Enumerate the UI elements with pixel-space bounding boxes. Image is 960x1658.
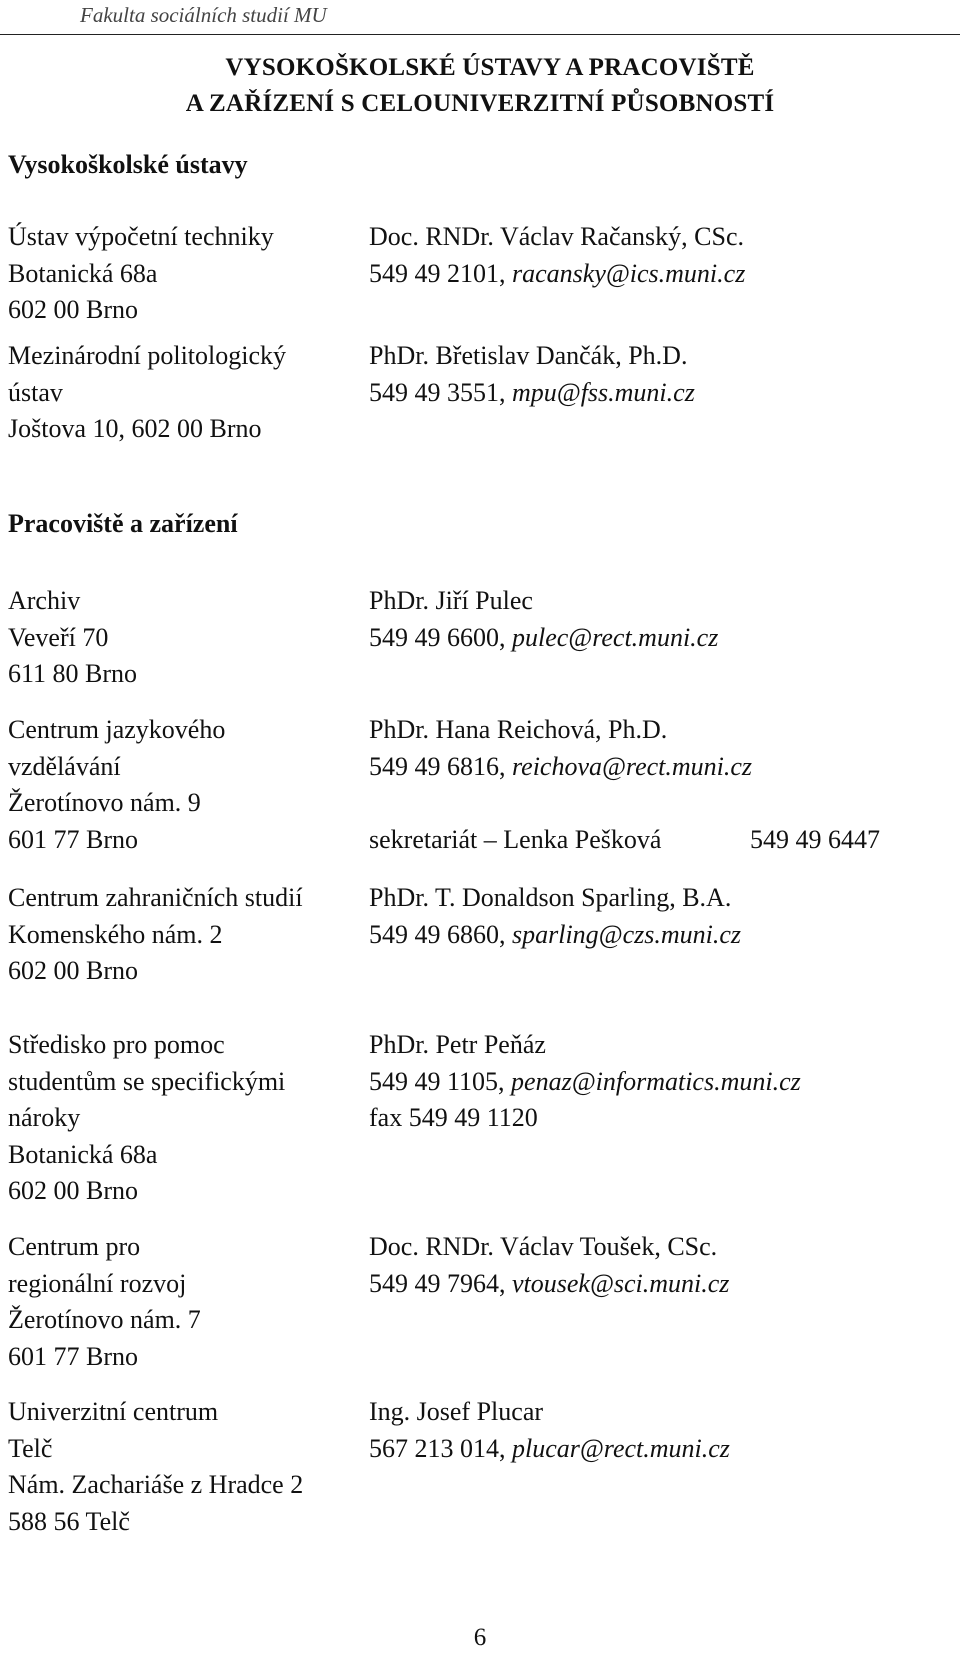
email-link[interactable]: vtousek@sci.muni.cz <box>512 1268 730 1298</box>
address-line: Joštova 10, 602 00 Brno <box>8 414 262 443</box>
address-line: 602 00 Brno <box>8 956 138 985</box>
phone: 549 49 3551, <box>369 377 512 407</box>
contact-phone-email <box>369 1431 730 1468</box>
page-number: 6 <box>473 1624 487 1651</box>
address-line: Žerotínovo nám. 7 <box>8 1305 201 1334</box>
address-line: Nám. Zachariáše z Hradce 2 <box>8 1470 304 1499</box>
contact-phone-email <box>369 749 752 786</box>
address-line: Žerotínovo nám. 9 <box>8 788 201 817</box>
entry-address <box>8 1229 201 1375</box>
section-heading-pracoviste: Pracoviště a zařízení <box>8 509 238 538</box>
address-line: 588 56 Telč <box>8 1506 130 1536</box>
contact-phone-email <box>369 1064 801 1101</box>
entry-contact <box>369 338 695 411</box>
entry-address <box>8 880 303 990</box>
entry-contact <box>369 1394 730 1467</box>
address-line: ústav <box>8 377 63 407</box>
contact-phone-email <box>369 917 741 954</box>
phone: 549 49 6816, <box>369 751 512 781</box>
email-link[interactable]: pulec@rect.muni.cz <box>512 622 719 652</box>
address-line: Archiv <box>8 586 81 615</box>
entry-contact <box>369 583 718 656</box>
contact-person: PhDr. Jiří Pulec <box>369 586 533 615</box>
document-title-line-1: VYSOKOŠKOLSKÉ ÚSTAVY A PRACOVIŠTĚ <box>225 54 755 81</box>
entry-address <box>8 219 274 329</box>
address-line: Mezinárodní politologický <box>8 341 287 370</box>
email-link[interactable]: penaz@informatics.muni.cz <box>511 1066 801 1096</box>
phone: 549 49 7964, <box>369 1268 512 1298</box>
address-line: studentům se specifickými <box>8 1066 286 1096</box>
contact-person: PhDr. Petr Peňáz <box>369 1030 546 1059</box>
address-line: regionální rozvoj <box>8 1268 187 1298</box>
document-title-line-2: A ZAŘÍZENÍ S CELOUNIVERZITNÍ PŮSOBNOSTÍ <box>185 90 775 117</box>
phone: 549 49 2101, <box>369 258 512 288</box>
email-link[interactable]: sparling@czs.muni.cz <box>512 919 742 949</box>
entry-address <box>8 583 137 693</box>
address-line: Univerzitní centrum <box>8 1397 219 1426</box>
address-line: Středisko pro pomoc <box>8 1030 225 1059</box>
entry-address <box>8 1394 303 1540</box>
address-line: Botanická 68a <box>8 258 158 288</box>
phone: 549 49 6860, <box>369 919 512 949</box>
entry-address <box>8 338 286 448</box>
phone: 549 49 6600, <box>369 622 512 652</box>
contact-phone-email <box>369 256 745 293</box>
email-link[interactable]: reichova@rect.muni.cz <box>512 751 753 781</box>
contact-phone-email <box>369 620 718 657</box>
contact-person: Doc. RNDr. Václav Račanský, CSc. <box>369 222 745 251</box>
address-line: Centrum pro <box>8 1232 141 1261</box>
address-line: Ústav výpočetní techniky <box>8 222 274 251</box>
address-line: Komenského nám. 2 <box>8 919 223 949</box>
fax: fax 549 49 1120 <box>369 1103 538 1132</box>
address-line: Centrum zahraničních studií <box>8 883 303 912</box>
address-line: Telč <box>8 1433 53 1463</box>
email-link[interactable]: plucar@rect.muni.cz <box>512 1433 730 1463</box>
section-heading-ustavy: Vysokoškolské ústavy <box>8 150 248 179</box>
secretariat: sekretariát – Lenka Pešková <box>369 824 662 854</box>
address-line: 602 00 Brno <box>8 295 138 324</box>
address-line: nároky <box>8 1103 81 1132</box>
contact-person: PhDr. T. Donaldson Sparling, B.A. <box>369 883 732 912</box>
entry-contact <box>369 219 745 292</box>
contact-person: PhDr. Břetislav Dančák, Ph.D. <box>369 341 688 370</box>
contact-person: PhDr. Hana Reichová, Ph.D. <box>369 715 668 744</box>
address-line: Centrum jazykového <box>8 715 226 744</box>
phone: 567 213 014, <box>369 1433 512 1463</box>
entry-contact <box>369 712 752 785</box>
contact-phone-email <box>369 1266 729 1303</box>
address-line: 601 77 Brno <box>8 824 138 854</box>
email-link[interactable]: racansky@ics.muni.cz <box>512 258 746 288</box>
address-line: Veveří 70 <box>8 622 109 652</box>
contact-person: Ing. Josef Plucar <box>369 1397 544 1426</box>
email-link[interactable]: mpu@fss.muni.cz <box>512 377 695 407</box>
contact-phone-email <box>369 375 695 412</box>
address-line: vzdělávání <box>8 751 121 781</box>
entry-address <box>8 712 225 858</box>
address-line: Botanická 68a <box>8 1139 158 1169</box>
secretariat-phone: 549 49 6447 <box>750 824 880 854</box>
phone: 549 49 1105, <box>369 1066 512 1096</box>
contact-person: Doc. RNDr. Václav Toušek, CSc. <box>369 1232 718 1261</box>
address-line: 602 00 Brno <box>8 1176 138 1205</box>
page-header <box>0 0 960 35</box>
address-line: 601 77 Brno <box>8 1341 138 1371</box>
entry-contact <box>369 880 741 953</box>
entry-address <box>8 1027 285 1210</box>
entry-contact <box>369 1027 801 1137</box>
entry-contact <box>369 1229 729 1302</box>
address-line: 611 80 Brno <box>8 659 138 688</box>
header-text: Fakulta sociálních studií MU <box>80 3 327 27</box>
